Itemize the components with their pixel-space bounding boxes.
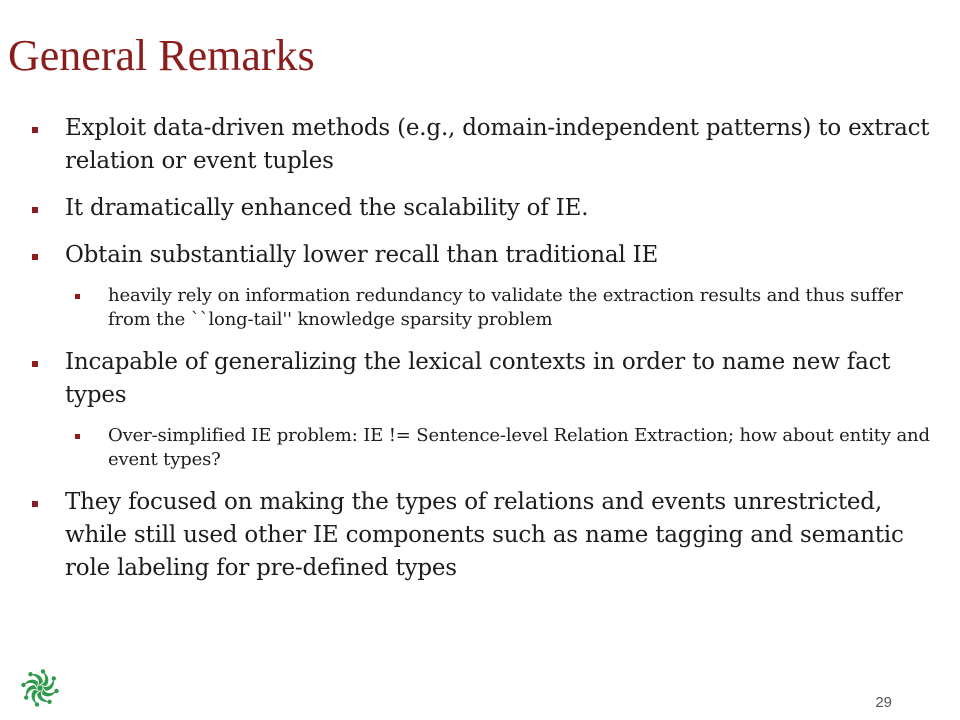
square-bullet-icon xyxy=(32,361,38,367)
bullet-text: They focused on making the types of relations and events unrestricted, while still used other IE components such as name tagging and semantic role labeling for pre-defined types xyxy=(65,489,904,581)
slide-title: General Remarks xyxy=(8,31,315,80)
sub-bullet-item xyxy=(75,284,932,332)
bullet-item xyxy=(32,486,932,585)
bullet-item xyxy=(32,239,932,332)
sub-bullet-list xyxy=(75,424,932,472)
square-bullet-icon xyxy=(32,207,38,213)
bullet-item xyxy=(32,192,932,225)
bullet-text: It dramatically enhanced the scalability of IE. xyxy=(65,195,589,221)
square-bullet-icon xyxy=(32,501,38,507)
square-sub-bullet-icon xyxy=(75,434,80,439)
green-pinwheel-logo-icon xyxy=(20,668,60,708)
bullet-text: Obtain substantially lower recall than traditional IE xyxy=(65,242,659,268)
page-number: 29 xyxy=(875,694,892,711)
bullet-text: Exploit data-driven methods (e.g., domain-independent patterns) to extract relation or event tuples xyxy=(65,115,930,174)
sub-bullet-item xyxy=(75,424,932,472)
bullet-text: Incapable of generalizing the lexical contexts in order to name new fact types xyxy=(65,349,891,408)
bullet-list xyxy=(32,112,932,599)
square-bullet-icon xyxy=(32,254,38,260)
square-sub-bullet-icon xyxy=(75,294,80,299)
bullet-item xyxy=(32,112,932,178)
bullet-item xyxy=(32,346,932,472)
sub-bullet-text: heavily rely on information redundancy to validate the extraction results and thus suffer from the ``long-tail'' knowledge sparsity problem xyxy=(108,285,903,330)
sub-bullet-list xyxy=(75,284,932,332)
square-bullet-icon xyxy=(32,127,38,133)
sub-bullet-text: Over-simplified IE problem: IE != Sentence-level Relation Extraction; how about entity and event types? xyxy=(108,425,930,470)
